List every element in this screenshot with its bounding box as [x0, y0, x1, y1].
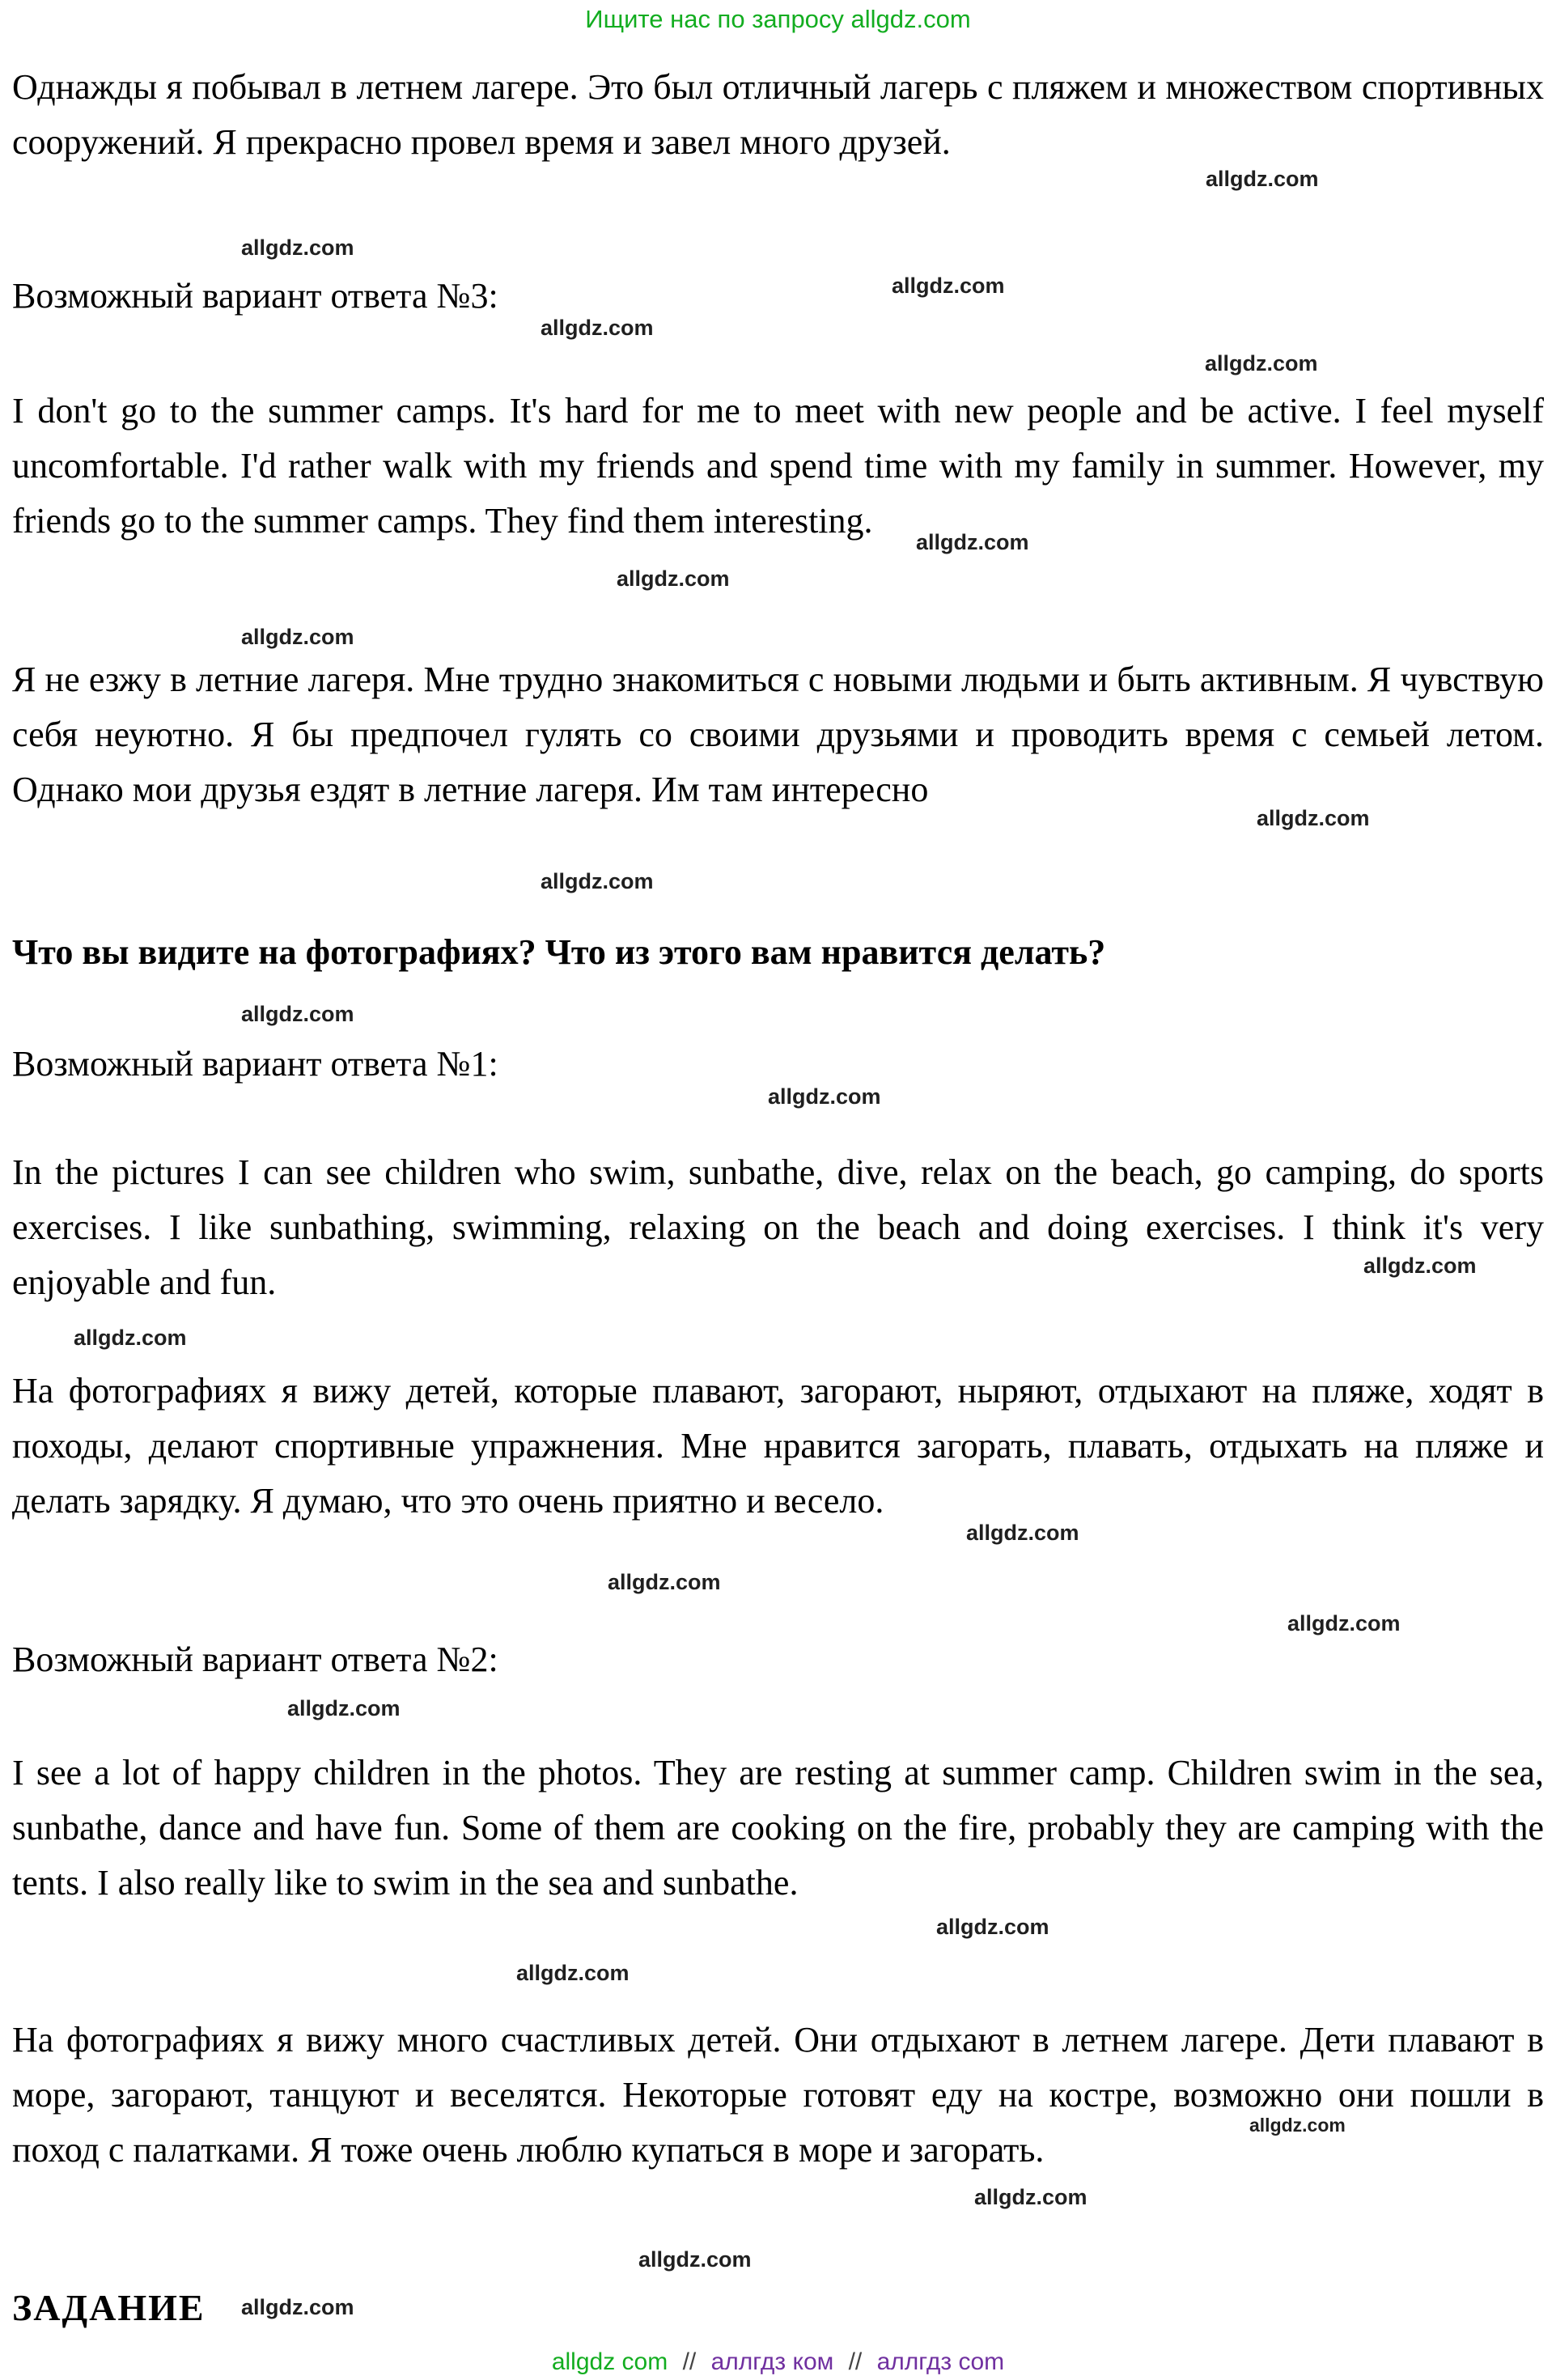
heading-answer-3: Возможный вариант ответа №3: — [12, 276, 498, 316]
watermark-allgdz: allgdz.com — [241, 2295, 354, 2319]
watermark-allgdz: allgdz.com — [1206, 167, 1319, 191]
paragraph-ru-intro: Однажды я побывал в летнем лагере. Это был отличный лагерь с пляжем и множеством спортивных сооружений. Я прекрасно провел время и завел много друзей. — [12, 67, 1544, 162]
heading-answer-2: Возможный вариант ответа №2: — [12, 1640, 498, 1679]
footer-separator: // — [848, 2348, 863, 2375]
footer-separator: // — [682, 2348, 697, 2375]
watermark-allgdz: allgdz.com — [74, 1326, 187, 1350]
watermark-allgdz: allgdz.com — [541, 869, 654, 893]
paragraph-en-answer-1: In the pictures I can see children who swim, sunbathe, dive, relax on the beach, go camping, do sports exercises. I like sunbathing, swimming, relaxing on the beach and doing exercises. I think it's very enjoyable and fun. — [12, 1152, 1544, 1302]
question-heading: Что вы видите на фотографиях? Что из этого вам нравится делать? — [12, 932, 1106, 972]
footer-term-cyrillic-2: аллгдз com — [876, 2348, 1005, 2375]
watermark-allgdz: allgdz.com — [617, 566, 730, 591]
watermark-allgdz: allgdz.com — [638, 2247, 752, 2272]
watermark-allgdz: allgdz.com — [241, 235, 354, 260]
task-heading: ЗАДАНИЕ — [12, 2287, 206, 2328]
watermark-allgdz: allgdz.com — [287, 1696, 401, 1720]
footer-term-latin: allgdz com — [551, 2348, 668, 2375]
watermark-allgdz: allgdz.com — [1205, 351, 1318, 375]
watermark-allgdz: allgdz.com — [1287, 1611, 1401, 1635]
watermark-allgdz: allgdz.com — [1257, 806, 1370, 830]
watermark-allgdz: allgdz.com — [916, 530, 1029, 554]
watermark-allgdz: allgdz.com — [966, 1521, 1079, 1545]
heading-answer-1: Возможный вариант ответа №1: — [12, 1044, 498, 1084]
watermark-allgdz: allgdz.com — [541, 316, 654, 340]
watermark-allgdz: allgdz.com — [241, 625, 354, 649]
watermark-allgdz: allgdz.com — [241, 1002, 354, 1026]
watermark-allgdz: allgdz.com — [768, 1084, 881, 1109]
watermark-allgdz: allgdz.com — [1363, 1254, 1477, 1278]
paragraph-en-answer-3: I don't go to the summer camps. It's hard for me to meet with new people and be active. I feel myself uncomfortable. I'd rather walk with my friends and spend time with my family in summer. However, my friends go to the summer camps. They find them interesting. — [12, 391, 1544, 541]
watermark-allgdz: allgdz.com — [1249, 2115, 1346, 2136]
watermark-allgdz: allgdz.com — [974, 2185, 1088, 2209]
watermark-allgdz: allgdz.com — [892, 274, 1005, 298]
watermark-allgdz: allgdz.com — [936, 1915, 1049, 1939]
paragraph-ru-answer-1: На фотографиях я вижу детей, которые плавают, загорают, ныряют, отдыхают на пляже, ходят в походы, делают спортивные упражнения. Мне нравится загорать, плавать, отдыхать на пляже и делать зарядку. Я думаю, что это очень приятно и весело. — [12, 1371, 1544, 1521]
header-note: Ищите нас по запросу allgdz.com — [585, 5, 971, 33]
watermark-allgdz: allgdz.com — [608, 1570, 721, 1594]
footer-term-cyrillic-1: аллгдз ком — [710, 2348, 834, 2375]
watermark-allgdz: allgdz.com — [516, 1961, 630, 1985]
paragraph-en-answer-2: I see a lot of happy children in the photos. They are resting at summer camp. Children swim in the sea, sunbathe, dance and have fun. Some of them are cooking on the fire, probably they are camping with the tents. I also really like to swim in the sea and sunbathe. — [12, 1753, 1544, 1903]
footer-search-terms — [0, 2348, 1556, 2376]
paragraph-ru-answer-3: Я не езжу в летние лагеря. Мне трудно знакомиться с новыми людьми и быть активным. Я чувствую себя неуютно. Я бы предпочел гулять со своими друзьями и проводить время с семьей летом. Однако мои друзья ездят в летние лагеря. Им там интересно — [12, 660, 1544, 809]
paragraph-ru-answer-2: На фотографиях я вижу много счастливых детей. Они отдыхают в летнем лагере. Дети плавают в море, загорают, танцуют и веселятся. Некоторые готовят еду на костре, возможно они пошли в поход с палатками. Я тоже очень люблю купаться в море и загорать. — [12, 2020, 1544, 2170]
